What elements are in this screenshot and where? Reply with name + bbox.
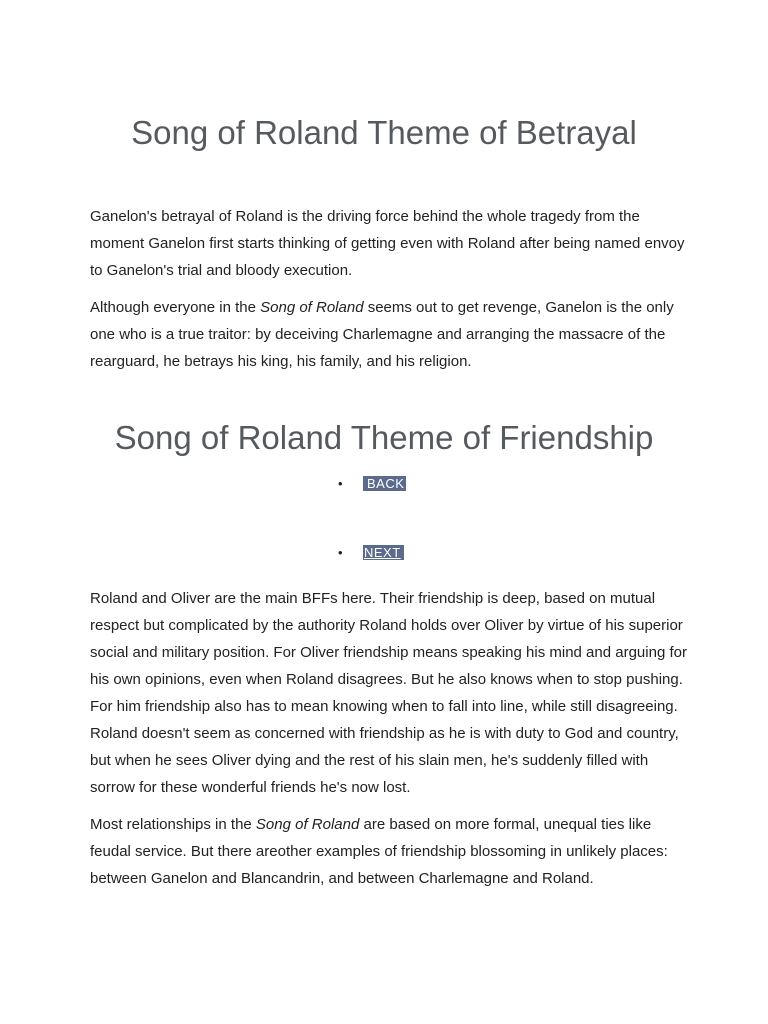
paragraph-betrayal-2 (90, 294, 690, 375)
nav-item-next (338, 543, 404, 563)
nav-item-back (338, 474, 406, 494)
paragraph-text: are based on more formal, unequal ties like feudal service. But there areother examples of friendship blossoming in unlikely places: between Ganelon and Blancandrin, and between Charlemagne and Roland. (90, 816, 668, 887)
work-title-italic: Song of Roland (260, 299, 364, 316)
bullet-icon: • (338, 476, 343, 491)
paragraph-friendship-1: Roland and Oliver are the main BFFs here. Their friendship is deep, based on mutual respect but complicated by the authority Roland holds over Oliver by virtue of his superior social and military position. For Oliver friendship means speaking his mind and arguing for his own opinions, even when Roland disagrees. But he also knows when to stop pushing. For him friendship also has to mean knowing when to fall into line, while still disagreeing. Roland doesn't seem as concerned with friendship as he is with duty to God and country, but when he sees Oliver dying and the rest of his slain men, he's suddenly filled with sorrow for these wonderful friends he's now lost. (90, 590, 687, 796)
back-link[interactable]: BACK (363, 476, 406, 491)
paragraph-text: Although everyone in the (90, 299, 261, 316)
section-title-friendship: Song of Roland Theme of Friendship (114, 419, 654, 456)
paragraph-text: Most relationships in the (90, 816, 256, 833)
section-title-betrayal: Song of Roland Theme of Betrayal (131, 114, 637, 151)
paragraph-friendship-2 (90, 811, 690, 892)
paragraph-text: seems out to get revenge, Ganelon is the only one who is a true traitor: by deceiving Charlemagne and arranging the massacre of the rearguard, he betrays his king, his family, and his religion. (90, 299, 674, 370)
paragraph-betrayal-1: Ganelon's betrayal of Roland is the driving force behind the whole tragedy from the moment Ganelon first starts thinking of getting even with Roland after being named envoy to Ganelon's trial and bloody execution. (90, 208, 685, 279)
bullet-icon: • (338, 545, 343, 560)
work-title-italic: Song of Roland (255, 816, 360, 833)
next-link[interactable]: NEXT (363, 545, 404, 560)
